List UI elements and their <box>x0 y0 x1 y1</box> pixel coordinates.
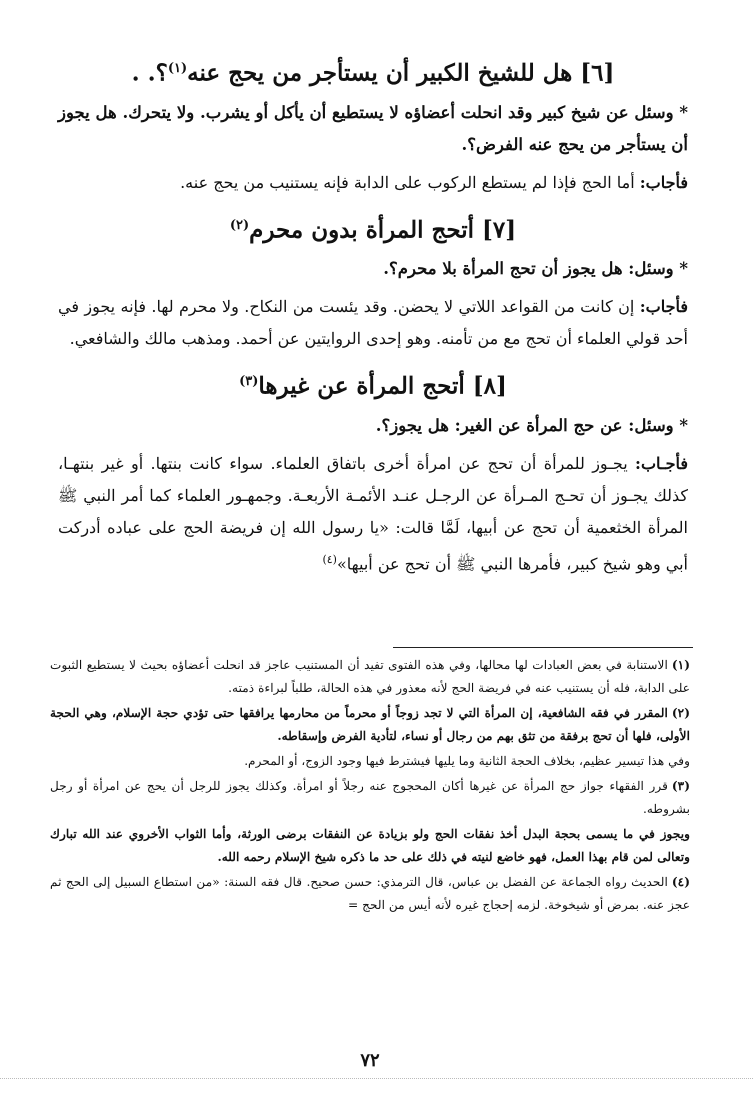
section-6-answer: فأجاب: أما الحج فإذا لم يستطع الركوب على الدابة فإنه يستنيب من يحج عنه. <box>180 172 688 192</box>
footnotes <box>50 654 690 919</box>
footnote-ref-2[interactable]: (٢) <box>229 217 250 233</box>
section-8-title: [٨] أتحج المرأة عن غيرها$^{(٣)}$ <box>239 372 507 400</box>
footnote-3: (٣)قرر الفقهاء جواز حج المرأة عن غيرها أكان المحجوج عنه رجلاً أو امرأة. وكذلك يجوز للرجل أن يحج عن امرأة أو رجل بشروطه. <box>50 779 690 816</box>
footnote-2-continuation: وفي هذا تيسير عظيم، بخلاف الحجة الثانية وما يليها فيشترط فيها وجود الزوج، أو المحرم. <box>244 754 690 768</box>
section-7-title: [٧] أتحج المرأة بدون محرم$^{(٢)}$ <box>229 216 517 244</box>
scan-edge-divider <box>0 1078 753 1079</box>
section-6-title: [٦] هل للشيخ الكبير أن يستأجر من يحج عنه$^{(١)}$؟. . <box>131 59 615 87</box>
section-7-answer: فأجاب: إن كانت من القواعد اللاتي لا يحضن. وقد يئست من النكاح. ولا محرم لها. فإنه يجوز في أحد قولي العلماء أن تحج مع من تأمنه. وهو إحدى الروايتين عن أحمد. ومذهب مالك والشافعي. <box>58 297 688 349</box>
section-8-question: * وسئل: عن حج المرأة عن الغير: هل يجوز؟. <box>375 415 688 435</box>
footnote-1: (١)الاستنابة في بعض العبادات لها محالها، وفي هذه الفتوى تفيد أن المستنيب عاجز قد انحلت أعضاؤه بحيث لا يستطيع الثبوت على الدابة، فله أن يستنيب عنه في فريضة الحج لأنه معذور في هذه الحالة، طلباً لبراءة ذمته. <box>50 658 690 695</box>
main-text <box>58 52 688 590</box>
footnote-ref-3[interactable]: (٣) <box>239 374 259 390</box>
section-7-question: * وسئل: هل يجوز أن تحج المرأة بلا محرم؟. <box>383 259 688 279</box>
footnote-2: (٢)المقرر في فقه الشافعية، إن المرأة التي لا تجد زوجاً أو محرماً من محارمها يرافقها حتى تؤدي حجة الإسلام، وهي الحجة الأولى، فلها أن تحج برفقة من تثق بهم من رجال أو نساء، لتأدية الفرض وإسقاطه. <box>50 706 690 743</box>
section-6-question: * وسئل عن شيخ كبير وقد انحلت أعضاؤه لا يستطيع أن يأكل أو يشرب. ولا يتحرك. هل يجوز أن يستأجر من يحج عنه الفرض؟. <box>58 102 688 154</box>
footnote-ref-1[interactable]: (١) <box>167 61 188 76</box>
footnote-4: (٤)الحديث رواه الجماعة عن الفضل بن عباس، قال الترمذي: حسن صحيح. قال فقه السنة: «من استطاع السبيل إلى الحج ثم عجز عنه. بمرض أو شيخوخة. لزمه إحجاج غيره لأنه أيس من الحج = <box>50 875 690 912</box>
section-8-answer: فأجـاب: يجـوز للمرأة أن تحج عن امرأة أخرى باتفاق العلماء. سواء كانت بنتها. أو غير بنتهـا، كذلك يجـوز أن تحـج المـرأة عن الرجـل عنـد الأئمـة الأربعـة. وجمهـور العلماء كما أمر النبي ﷺ المرأة الخثعمية أن تحج عن أبيها، لَمَّا قالت: «يا رسول الله إن فريضة الحج على عباده أدركت أبي وهو شيخ كبير، فأمرها النبي ﷺ أن تحج عن أبيها»$^{(٤)}$ <box>58 453 688 574</box>
footnote-ref-4[interactable]: (٤) <box>322 552 337 566</box>
page-number: ٧٢ <box>360 1050 380 1071</box>
footnote-3-continuation: ويجوز في ما يسمى بحجة البدل أخذ نفقات الحج ولو بزيادة عن النفقات برضى الورثة، وأما الثواب الأخروي عند الله تبارك وتعالى لمن قام بهذا العمل، فهو خاضع لنيته في ذلك على حد ما ذكره شيخ الإسلام رحمه الله. <box>50 827 690 864</box>
footnote-divider <box>393 647 693 648</box>
